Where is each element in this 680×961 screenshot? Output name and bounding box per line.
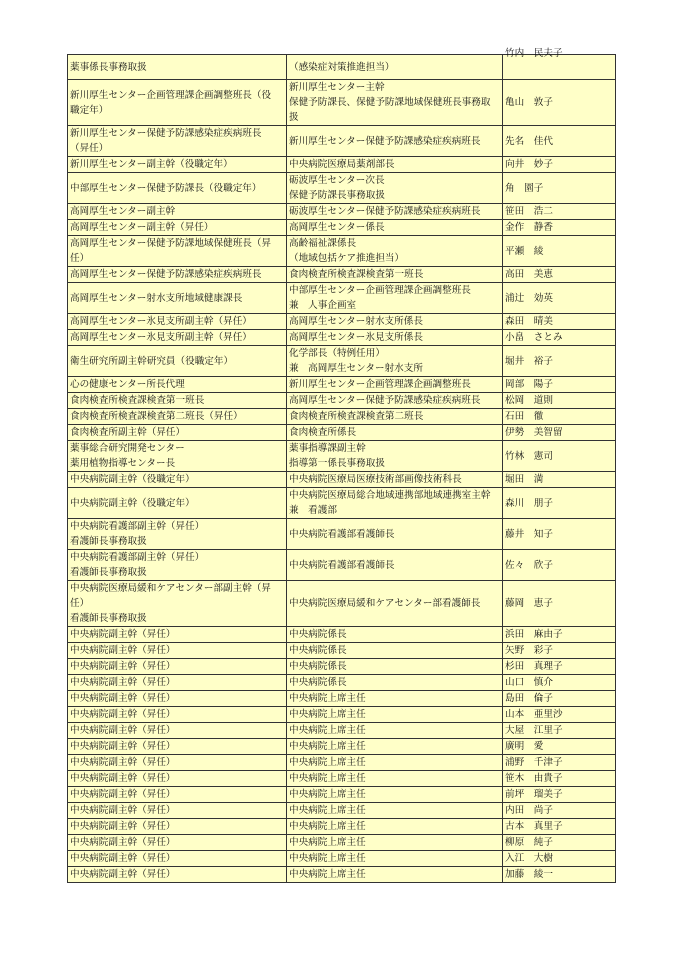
new-position-cell (68, 346, 287, 377)
person-name: 山口 慎介 (505, 677, 553, 688)
new-position-text: 中央病院副主幹（役職定年） (70, 497, 195, 509)
new-position-text: 薬用植物指導センター長 (70, 458, 176, 469)
person-name-cell (503, 173, 616, 204)
old-position-cell (287, 851, 503, 867)
person-name-cell (503, 157, 616, 173)
new-position-cell (68, 835, 287, 851)
person-name: 前坪 瑠美子 (505, 789, 563, 800)
table-row (68, 126, 616, 157)
person-name: 大屋 江里子 (505, 725, 563, 736)
person-name-cell (503, 550, 616, 581)
person-name-cell (503, 519, 616, 550)
old-position-cell (287, 220, 503, 236)
new-position-text: 中央病院副主幹（昇任） (70, 725, 176, 736)
new-position-cell (68, 314, 287, 330)
person-name-cell (503, 267, 616, 283)
person-name-cell (503, 851, 616, 867)
old-position-cell (287, 659, 503, 675)
new-position-text: 看護師長事務取扱 (70, 567, 147, 578)
table-row (68, 819, 616, 835)
new-position-text: 高岡厚生センター副主幹 (70, 206, 176, 217)
old-position-text: 中部厚生センター企画管理課企画調整班長 (289, 285, 471, 296)
new-position-cell (68, 220, 287, 236)
new-position-cell (68, 441, 287, 472)
old-position-text: （地域包括ケア推進担当） (289, 253, 405, 264)
person-name-cell (503, 581, 616, 627)
table-row (68, 488, 616, 519)
new-position-text: 食肉検査所副主幹（昇任） (70, 427, 186, 438)
new-position-text: 高岡厚生センター氷見支所副主幹（昇任） (70, 332, 252, 343)
table-row (68, 723, 616, 739)
new-position-cell (68, 771, 287, 787)
new-position-text: 高岡厚生センター保健予防課感染症疾病班長 (70, 269, 262, 280)
new-position-text: 高岡厚生センター保健予防課地域保健班長（昇 (70, 238, 272, 249)
table-row (68, 314, 616, 330)
person-name: 堀田 満 (505, 474, 544, 485)
old-position-cell (287, 472, 503, 488)
table-row (68, 691, 616, 707)
new-position-cell (68, 550, 287, 581)
table-row (68, 267, 616, 283)
person-name: 矢野 彩子 (505, 645, 553, 656)
old-position-cell (287, 787, 503, 803)
person-name-cell (503, 472, 616, 488)
new-position-cell (68, 787, 287, 803)
new-position-cell (68, 755, 287, 771)
person-name: 佐々 欣子 (505, 559, 553, 571)
old-position-text: 保健予防課長事務取扱 (289, 190, 385, 201)
new-position-text: 中央病院副主幹（昇任） (70, 773, 176, 784)
old-position-cell (287, 157, 503, 173)
old-position-text: 中央病院上席主任 (289, 869, 366, 880)
person-name-cell (503, 314, 616, 330)
new-position-text: 中央病院医療局緩和ケアセンター部副主幹（昇 (70, 583, 271, 594)
old-position-cell (287, 80, 503, 126)
table-row (68, 803, 616, 819)
person-name: 笹田 浩二 (505, 206, 553, 217)
new-position-text: 職定年） (70, 104, 109, 116)
new-position-cell (68, 643, 287, 659)
old-position-text: 指導第一係長事務取扱 (289, 458, 385, 469)
new-position-cell (68, 126, 287, 157)
table-row (68, 581, 616, 627)
person-name: 山本 亜里沙 (505, 709, 563, 720)
old-position-cell (287, 755, 503, 771)
old-position-cell (287, 409, 503, 425)
table-row (68, 330, 616, 346)
old-position-cell (287, 204, 503, 220)
old-position-cell (287, 581, 503, 627)
new-position-cell (68, 80, 287, 126)
table-row (68, 393, 616, 409)
old-position-text: 高岡厚生センター係長 (289, 222, 385, 233)
person-name: 亀山 敦子 (505, 97, 553, 108)
table-row (68, 707, 616, 723)
old-position-text: 兼 人事企画室 (289, 300, 357, 311)
person-name-cell (503, 691, 616, 707)
person-name-cell (503, 409, 616, 425)
new-position-text: 看護師長事務取扱 (70, 613, 147, 624)
old-position-cell (287, 723, 503, 739)
person-name-cell (503, 441, 616, 472)
new-position-cell (68, 283, 287, 314)
old-position-cell (287, 173, 503, 204)
person-name: 柳原 純子 (505, 837, 553, 848)
person-name-cell (503, 755, 616, 771)
table-row (68, 283, 616, 314)
old-position-text: 化学部長（特例任用） (289, 348, 385, 359)
old-position-text: 中央病院医療局総合地域連携部地域連携室主幹 (289, 490, 491, 501)
person-name: 松岡 道則 (505, 395, 553, 406)
old-position-text: 中央病院上席主任 (289, 709, 366, 720)
table-row (68, 835, 616, 851)
new-position-cell (68, 377, 287, 393)
old-position-cell (287, 126, 503, 157)
new-position-cell (68, 851, 287, 867)
old-position-cell (287, 314, 503, 330)
person-name-cell (503, 739, 616, 755)
new-position-cell (68, 157, 287, 173)
new-position-cell (68, 409, 287, 425)
person-name-cell (503, 236, 616, 267)
person-name-cell (503, 803, 616, 819)
new-position-text: 中央病院副主幹（昇任） (70, 757, 176, 768)
new-position-text: 新川厚生センター副主幹（役職定年） (70, 159, 233, 170)
person-name: 島田 倫子 (505, 693, 553, 704)
old-position-cell (287, 236, 503, 267)
old-position-text: 中央病院医療局緩和ケアセンター部看護師長 (289, 598, 481, 609)
new-position-text: 心の健康センター所長代理 (70, 379, 185, 390)
new-position-cell (68, 581, 287, 627)
person-name: 森川 朋子 (505, 497, 553, 509)
person-name: 平瀬 綾 (505, 245, 544, 257)
new-position-text: 中央病院副主幹（昇任） (70, 741, 176, 752)
new-position-cell (68, 236, 287, 267)
old-position-text: 扱 (289, 112, 299, 123)
old-position-text: 中央病院係長 (289, 677, 347, 688)
new-position-cell (68, 267, 287, 283)
table-row (68, 851, 616, 867)
old-position-text: 中央病院係長 (289, 645, 347, 656)
old-position-cell (287, 707, 503, 723)
person-name: 金作 静香 (505, 222, 553, 233)
person-name: 浦野 千津子 (505, 757, 563, 768)
old-position-text: 食肉検査所係長 (289, 427, 357, 438)
old-position-text: 新川厚生センター保健予防課感染症疾病班長 (289, 135, 481, 147)
old-position-text: 新川厚生センター主幹 (289, 82, 385, 93)
table-row (68, 643, 616, 659)
old-position-cell (287, 393, 503, 409)
new-position-text: 中央病院副主幹（役職定年） (70, 474, 195, 485)
table-row (68, 55, 616, 80)
old-position-text: 中央病院上席主任 (289, 837, 366, 848)
person-name-cell (503, 627, 616, 643)
person-name: 藤井 知子 (505, 528, 553, 540)
new-position-text: 薬事係長事務取扱 (70, 61, 147, 73)
new-position-text: 衛生研究所副主幹研究員（役職定年） (70, 355, 234, 367)
table-row (68, 519, 616, 550)
person-name: 岡部 陽子 (505, 379, 553, 390)
old-position-text: 中央病院医療局医療技術部画像技術科長 (289, 474, 462, 485)
new-position-text: 看護師長事務取扱 (70, 536, 147, 547)
person-name: 向井 妙子 (505, 159, 553, 170)
person-name-cell (503, 48, 616, 80)
table-row (68, 441, 616, 472)
new-position-text: 中央病院看護部副主幹（昇任） (70, 521, 205, 532)
old-position-cell (287, 803, 503, 819)
old-position-cell (287, 55, 503, 80)
old-position-text: 中央病院係長 (289, 629, 347, 640)
old-position-text: 高岡厚生センター保健予防課感染症疾病班長 (289, 395, 481, 406)
new-position-text: 中央病院副主幹（昇任） (70, 677, 176, 688)
old-position-cell (287, 771, 503, 787)
old-position-cell (287, 425, 503, 441)
old-position-text: 高岡厚生センター氷見支所係長 (289, 332, 423, 343)
old-position-text: 砺波厚生センター保健予防課感染症疾病班長 (289, 206, 481, 217)
table-row (68, 627, 616, 643)
person-name-cell (503, 675, 616, 691)
table-row (68, 755, 616, 771)
new-position-cell (68, 330, 287, 346)
old-position-cell (287, 675, 503, 691)
old-position-text: 中央病院上席主任 (289, 741, 366, 752)
old-position-text: 保健予防課長、保健予防課地域保健班長事務取 (289, 97, 491, 108)
old-position-text: 高岡厚生センター射水支所係長 (289, 316, 423, 327)
new-position-text: 任） (70, 598, 90, 609)
person-name-cell (503, 835, 616, 851)
new-position-text: 任） (70, 253, 90, 264)
old-position-text: 食肉検査所検査課検査第二班長 (289, 411, 424, 422)
person-name-cell (503, 659, 616, 675)
person-name: 角 園子 (505, 182, 544, 194)
old-position-text: 薬事指導課副主幹 (289, 443, 366, 454)
old-position-text: 新川厚生センター企画管理課企画調整班長 (289, 379, 471, 390)
person-name-cell (503, 787, 616, 803)
person-name: 伊勢 美智留 (505, 427, 563, 438)
old-position-text: 中央病院看護部看護師長 (289, 559, 395, 571)
person-name-cell (503, 377, 616, 393)
old-position-cell (287, 691, 503, 707)
table-row (68, 377, 616, 393)
new-position-cell (68, 173, 287, 204)
table-row (68, 771, 616, 787)
new-position-text: （昇任） (70, 143, 109, 154)
person-name: 入江 大樹 (505, 853, 553, 864)
old-position-cell (287, 643, 503, 659)
old-position-cell (287, 819, 503, 835)
person-name-cell (503, 488, 616, 519)
person-name-cell (503, 643, 616, 659)
old-position-text: 中央病院上席主任 (289, 773, 366, 784)
new-position-text: 新川厚生センター保健予防課感染症疾病班長 (70, 128, 262, 139)
old-position-cell (287, 441, 503, 472)
old-position-cell (287, 867, 503, 883)
person-name: 廣明 愛 (505, 741, 544, 752)
new-position-cell (68, 659, 287, 675)
new-position-text: 新川厚生センター企画管理課企画調整班長（役 (70, 89, 272, 101)
new-position-text: 高岡厚生センター氷見支所副主幹（昇任） (70, 316, 252, 327)
new-position-text: 食肉検査所検査課検査第一班長 (70, 395, 205, 406)
old-position-text: 食肉検査所検査課検査第一班長 (289, 269, 424, 280)
new-position-cell (68, 867, 287, 883)
person-name: 先名 佳代 (505, 135, 553, 147)
table-row (68, 425, 616, 441)
table-row (68, 204, 616, 220)
old-position-text: 高齢福祉課係長 (289, 238, 357, 249)
person-name-cell (503, 80, 616, 126)
old-position-text: 中央病院上席主任 (289, 821, 366, 832)
old-position-cell (287, 346, 503, 377)
new-position-text: 高岡厚生センター射水支所地域健康課長 (70, 292, 243, 304)
old-position-cell (287, 550, 503, 581)
person-name-cell (503, 723, 616, 739)
new-position-cell (68, 707, 287, 723)
new-position-text: 薬事総合研究開発センター (70, 443, 185, 454)
table-row (68, 220, 616, 236)
personnel-table (67, 48, 616, 883)
new-position-cell (68, 393, 287, 409)
new-position-text: 中央病院副主幹（昇任） (70, 709, 176, 720)
table-row (68, 173, 616, 204)
old-position-cell (287, 488, 503, 519)
table-row (68, 236, 616, 267)
person-name: 竹林 憲司 (505, 450, 553, 462)
old-position-text: 中央病院上席主任 (289, 853, 366, 864)
new-position-cell (68, 488, 287, 519)
old-position-text: 中央病院上席主任 (289, 725, 366, 736)
old-position-cell (287, 739, 503, 755)
person-name: 堀井 裕子 (505, 355, 553, 367)
table-row (68, 80, 616, 126)
new-position-text: 食肉検査所検査課検査第二班長（昇任） (70, 411, 243, 422)
old-position-text: 中央病院看護部看護師長 (289, 528, 395, 540)
new-position-text: 中央病院副主幹（昇任） (70, 693, 176, 704)
person-name-cell (503, 283, 616, 314)
person-name-cell (503, 220, 616, 236)
person-name-cell (503, 330, 616, 346)
person-name: 浦辻 効英 (505, 292, 553, 304)
old-position-text: 中央病院上席主任 (289, 805, 366, 816)
old-position-cell (287, 377, 503, 393)
person-name: 竹内 民夫子 (505, 48, 563, 59)
old-position-text: 中央病院医療局薬剤部長 (289, 159, 395, 170)
person-name: 石田 徹 (505, 411, 544, 422)
old-position-text: 兼 看護部 (289, 505, 337, 516)
person-name: 高田 美恵 (505, 269, 553, 280)
new-position-cell (68, 55, 287, 80)
person-name: 内田 尚子 (505, 805, 553, 816)
table-row (68, 739, 616, 755)
new-position-text: 高岡厚生センター副主幹（昇任） (70, 222, 214, 233)
new-position-cell (68, 819, 287, 835)
table-row (68, 409, 616, 425)
new-position-cell (68, 519, 287, 550)
personnel-table-body (68, 48, 616, 883)
table-row (68, 346, 616, 377)
table-row (68, 787, 616, 803)
new-position-cell (68, 675, 287, 691)
table-row (68, 550, 616, 581)
person-name: 杉田 真理子 (505, 661, 563, 672)
old-position-cell (287, 330, 503, 346)
old-position-cell (287, 835, 503, 851)
old-position-cell (287, 627, 503, 643)
new-position-cell (68, 425, 287, 441)
new-position-text: 中央病院副主幹（昇任） (70, 821, 176, 832)
new-position-cell (68, 204, 287, 220)
person-name-cell (503, 425, 616, 441)
person-name-cell (503, 819, 616, 835)
old-position-text: （感染症対策推進担当） (289, 61, 395, 73)
new-position-cell (68, 627, 287, 643)
table-row (68, 867, 616, 883)
person-name: 浜田 麻由子 (505, 629, 563, 640)
old-position-text: 中央病院係長 (289, 661, 347, 672)
new-position-text: 中央病院副主幹（昇任） (70, 629, 176, 640)
person-name: 森田 晴美 (505, 316, 553, 327)
clipped-name-wrapper (505, 48, 613, 63)
old-position-text: 中央病院上席主任 (289, 693, 366, 704)
old-position-text: 中央病院上席主任 (289, 789, 366, 800)
old-position-cell (287, 267, 503, 283)
new-position-text: 中部厚生センター保健予防課長（役職定年） (70, 182, 262, 194)
table-row (68, 659, 616, 675)
new-position-text: 中央病院副主幹（昇任） (70, 645, 176, 656)
person-name-cell (503, 393, 616, 409)
new-position-cell (68, 739, 287, 755)
person-name: 藤岡 恵子 (505, 598, 553, 609)
old-position-text: 砺波厚生センター次長 (289, 175, 385, 186)
person-name: 加藤 綾一 (505, 869, 553, 880)
new-position-text: 中央病院看護部副主幹（昇任） (70, 552, 205, 563)
new-position-text: 中央病院副主幹（昇任） (70, 789, 176, 800)
new-position-cell (68, 691, 287, 707)
new-position-text: 中央病院副主幹（昇任） (70, 661, 176, 672)
person-name: 小畠 さとみ (505, 332, 563, 343)
new-position-cell (68, 723, 287, 739)
new-position-cell (68, 803, 287, 819)
new-position-text: 中央病院副主幹（昇任） (70, 853, 176, 864)
person-name-cell (503, 867, 616, 883)
person-name-cell (503, 126, 616, 157)
person-name: 古本 真里子 (505, 821, 563, 832)
old-position-text: 兼 高岡厚生センター射水支所 (289, 363, 423, 374)
old-position-cell (287, 519, 503, 550)
table-row (68, 472, 616, 488)
new-position-text: 中央病院副主幹（昇任） (70, 837, 176, 848)
old-position-text: 中央病院上席主任 (289, 757, 366, 768)
person-name-cell (503, 346, 616, 377)
new-position-text: 中央病院副主幹（昇任） (70, 869, 176, 880)
person-name: 笹木 由貴子 (505, 773, 563, 784)
table-row (68, 675, 616, 691)
person-name-cell (503, 707, 616, 723)
person-name-cell (503, 771, 616, 787)
new-position-text: 中央病院副主幹（昇任） (70, 805, 176, 816)
old-position-cell (287, 283, 503, 314)
new-position-cell (68, 472, 287, 488)
table-row (68, 157, 616, 173)
person-name-cell (503, 204, 616, 220)
